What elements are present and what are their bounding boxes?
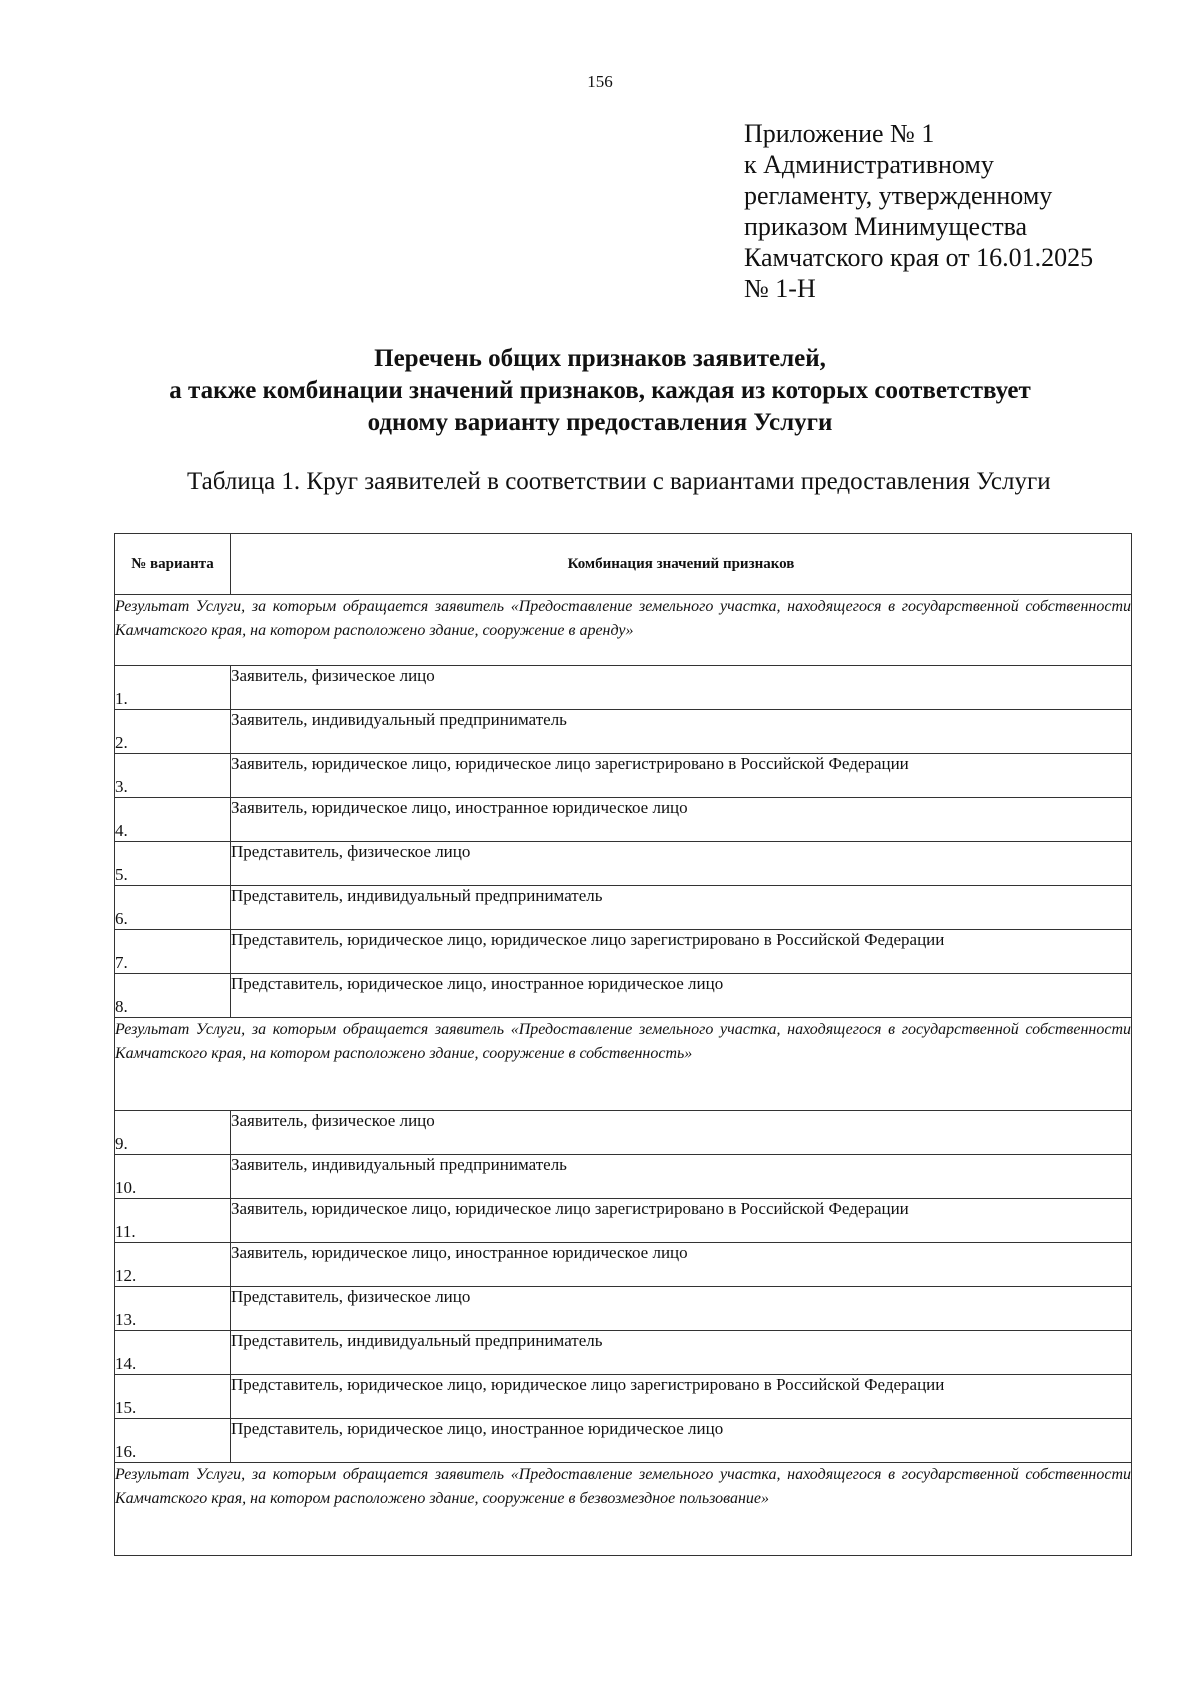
variant-number: 13.: [115, 1287, 231, 1331]
variant-combination: Представитель, индивидуальный предприниматель: [231, 886, 1132, 930]
document-title: [100, 343, 1100, 439]
appendix-line: приказом Минимущества: [744, 212, 1028, 241]
variant-number: 3.: [115, 754, 231, 798]
result-description: Результат Услуги, за которым обращается заявитель «Предоставление земельного участка, находящегося в государственной собственности Камчатского края, на котором расположено здание, сооружение в собственность»: [115, 1018, 1132, 1111]
variant-number: 4.: [115, 798, 231, 842]
title-line: Перечень общих признаков заявителей,: [374, 345, 826, 372]
result-group-row: [115, 1463, 1132, 1556]
table-row: [115, 1419, 1132, 1463]
variant-number: 1.: [115, 666, 231, 710]
header-combination: Комбинация значений признаков: [231, 534, 1132, 595]
variant-combination: Заявитель, индивидуальный предприниматель: [231, 710, 1132, 754]
table-row: [115, 842, 1132, 886]
variant-number: 6.: [115, 886, 231, 930]
table-row: [115, 930, 1132, 974]
table-row: [115, 1243, 1132, 1287]
variant-number: 12.: [115, 1243, 231, 1287]
variant-combination: Заявитель, физическое лицо: [231, 666, 1132, 710]
variant-number: 5.: [115, 842, 231, 886]
table-row: [115, 666, 1132, 710]
variant-number: 7.: [115, 930, 231, 974]
table-row: [115, 1155, 1132, 1199]
variant-combination: Представитель, физическое лицо: [231, 1287, 1132, 1331]
appendix-line: к Административному: [744, 150, 994, 179]
variant-number: 14.: [115, 1331, 231, 1375]
table-row: [115, 710, 1132, 754]
table-row: [115, 1287, 1132, 1331]
variant-number: 8.: [115, 974, 231, 1018]
table-row: [115, 1111, 1132, 1155]
result-description: Результат Услуги, за которым обращается заявитель «Предоставление земельного участка, находящегося в государственной собственности Камчатского края, на котором расположено здание, сооружение в безвозмездное пользование»: [115, 1463, 1132, 1556]
result-group-row: [115, 595, 1132, 666]
table-row: [115, 798, 1132, 842]
appendix-line: Камчатского края от 16.01.2025: [744, 243, 1094, 272]
table-row: [115, 1331, 1132, 1375]
variant-number: 2.: [115, 710, 231, 754]
variant-combination: Заявитель, юридическое лицо, юридическое лицо зарегистрировано в Российской Федерации: [231, 1199, 1132, 1243]
variant-combination: Представитель, физическое лицо: [231, 842, 1132, 886]
title-line: а также комбинации значений признаков, каждая из которых соответствует: [169, 377, 1031, 404]
table-row: [115, 886, 1132, 930]
table-row: [115, 754, 1132, 798]
variant-combination: Представитель, юридическое лицо, иностранное юридическое лицо: [231, 974, 1132, 1018]
title-line: одному варианту предоставления Услуги: [367, 409, 833, 436]
variant-number: 9.: [115, 1111, 231, 1155]
variants-table: [114, 533, 1132, 1556]
appendix-line: Приложение № 1: [744, 119, 935, 148]
table-caption: Таблица 1. Круг заявителей в соответствии с вариантами предоставления Услуги: [187, 468, 1051, 495]
page-number: 156: [587, 72, 613, 91]
variant-combination: Заявитель, физическое лицо: [231, 1111, 1132, 1155]
result-description: Результат Услуги, за которым обращается заявитель «Предоставление земельного участка, находящегося в государственной собственности Камчатского края, на котором расположено здание, сооружение в аренду»: [115, 595, 1132, 666]
appendix-line: № 1-Н: [744, 274, 816, 303]
appendix-line: регламенту, утвержденному: [744, 181, 1053, 210]
variant-number: 16.: [115, 1419, 231, 1463]
variant-combination: Заявитель, юридическое лицо, иностранное юридическое лицо: [231, 1243, 1132, 1287]
variant-number: 11.: [115, 1199, 231, 1243]
variant-combination: Заявитель, юридическое лицо, иностранное юридическое лицо: [231, 798, 1132, 842]
variant-combination: Представитель, юридическое лицо, юридическое лицо зарегистрировано в Российской Федерации: [231, 1375, 1132, 1419]
variant-combination: Заявитель, индивидуальный предприниматель: [231, 1155, 1132, 1199]
appendix-reference: [744, 118, 1093, 304]
result-group-row: [115, 1018, 1132, 1111]
variant-combination: Представитель, юридическое лицо, юридическое лицо зарегистрировано в Российской Федерации: [231, 930, 1132, 974]
variant-number: 15.: [115, 1375, 231, 1419]
table-row: [115, 1375, 1132, 1419]
variant-combination: Представитель, юридическое лицо, иностранное юридическое лицо: [231, 1419, 1132, 1463]
table-row: [115, 1199, 1132, 1243]
variant-combination: Представитель, индивидуальный предприниматель: [231, 1331, 1132, 1375]
table-header-row: [115, 534, 1132, 595]
variant-number: 10.: [115, 1155, 231, 1199]
header-variant-number: № варианта: [115, 534, 231, 595]
table-row: [115, 974, 1132, 1018]
variant-combination: Заявитель, юридическое лицо, юридическое лицо зарегистрировано в Российской Федерации: [231, 754, 1132, 798]
